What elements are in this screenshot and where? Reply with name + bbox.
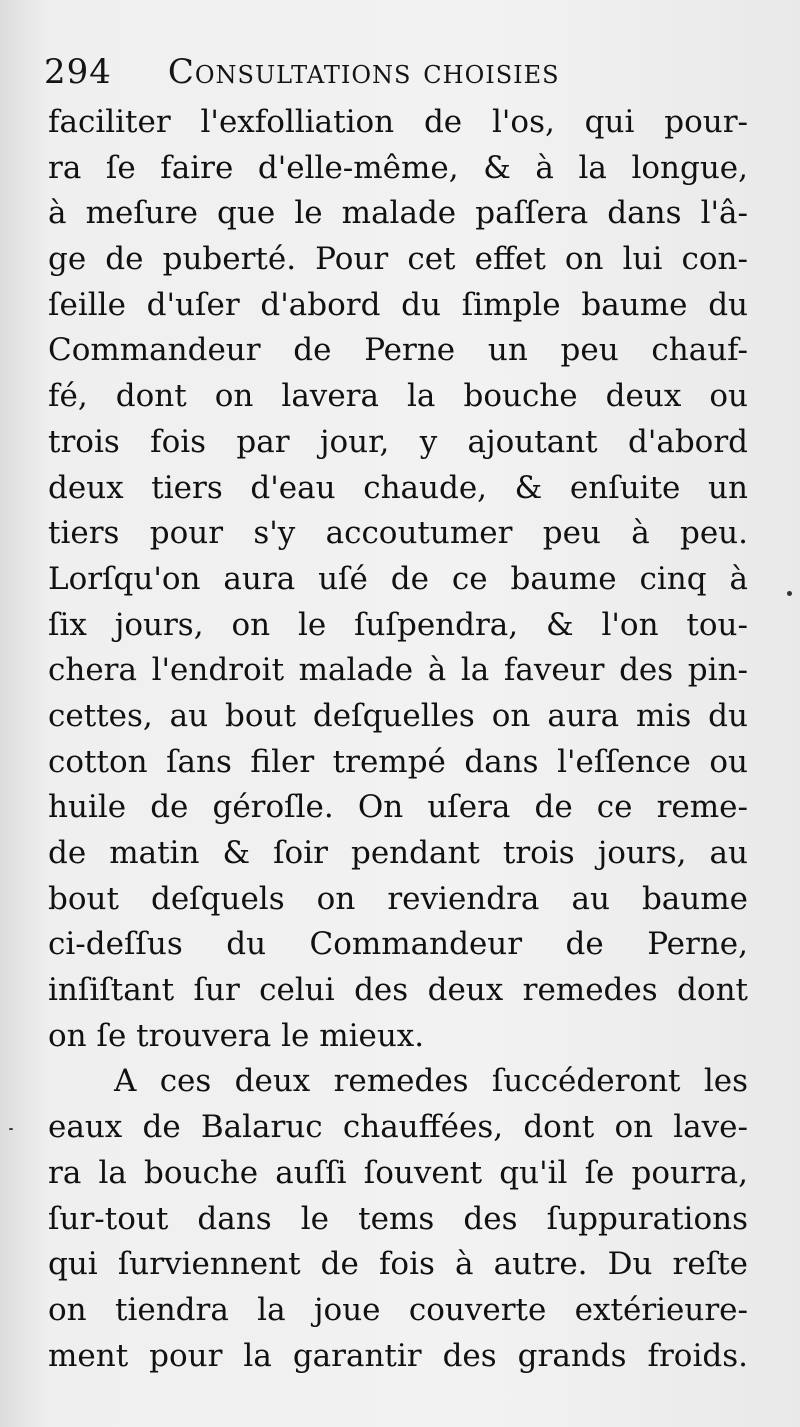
ink-speck (787, 591, 792, 596)
text-line: ci-deſſus du Commandeur de Perne, (48, 926, 748, 963)
text-line: ſeille d'uſer d'abord du ſimple baume du (48, 286, 748, 323)
page-number: 294 (44, 52, 112, 92)
text-line: qui ſurviennent de fois à autre. Du reſte (48, 1246, 748, 1283)
body-text (48, 100, 748, 1379)
text-line: tiers pour s'y accoutumer peu à peu. (48, 515, 748, 552)
text-line: Lorſqu'on aura uſé de ce baume cinq à (48, 560, 748, 597)
text-line: A ces deux remedes ſuccéderont les (114, 1063, 748, 1100)
running-title: Consultations choisies (167, 52, 560, 92)
ink-speck (9, 1128, 13, 1130)
text-line: on tiendra la joue couverte extérieure- (48, 1291, 748, 1328)
text-line: chera l'endroit malade à la faveur des pin- (48, 652, 748, 689)
text-line: ſix jours, on le ſuſpendra, & l'on tou- (48, 606, 748, 643)
text-line: de matin & ſoir pendant trois jours, au (48, 835, 748, 871)
text-line: trois fois par jour, y ajoutant d'abord (48, 423, 748, 460)
running-head (44, 52, 744, 92)
text-line: ge de puberté. Pour cet effet on lui con- (48, 241, 748, 278)
text-line: ra la bouche auſſi ſouvent qu'il ſe pourra, (48, 1154, 748, 1191)
text-line: deux tiers d'eau chaude, & enſuite un (48, 469, 748, 506)
text-line: huile de géroſle. On uſera de ce reme- (48, 789, 748, 826)
text-line: ra ſe faire d'elle-même, & à la longue, (48, 149, 748, 186)
text-line: cettes, au bout deſquelles on aura mis du (48, 697, 748, 734)
text-line: cotton ſans filer trempé dans l'eſſence ou (48, 743, 748, 780)
text-line: faciliter l'exfolliation de l'os, qui pour- (48, 104, 748, 140)
text-line: eaux de Balaruc chauffées, dont on lave- (48, 1109, 748, 1146)
text-line: ment pour la garantir des grands froids. (48, 1337, 748, 1374)
text-line: fé, dont on lavera la bouche deux ou (48, 378, 748, 415)
text-line: on ſe trouvera le mieux. (48, 1017, 425, 1054)
text-line: à meſure que le malade paſſera dans l'â- (48, 195, 748, 232)
text-line: ſur-tout dans le tems des ſuppurations (48, 1200, 748, 1237)
text-line: inſiſtant ſur celui des deux remedes dont (48, 972, 748, 1009)
text-line: Commandeur de Perne un peu chauf- (48, 332, 748, 369)
text-line: bout deſquels on reviendra au baume (48, 880, 748, 917)
